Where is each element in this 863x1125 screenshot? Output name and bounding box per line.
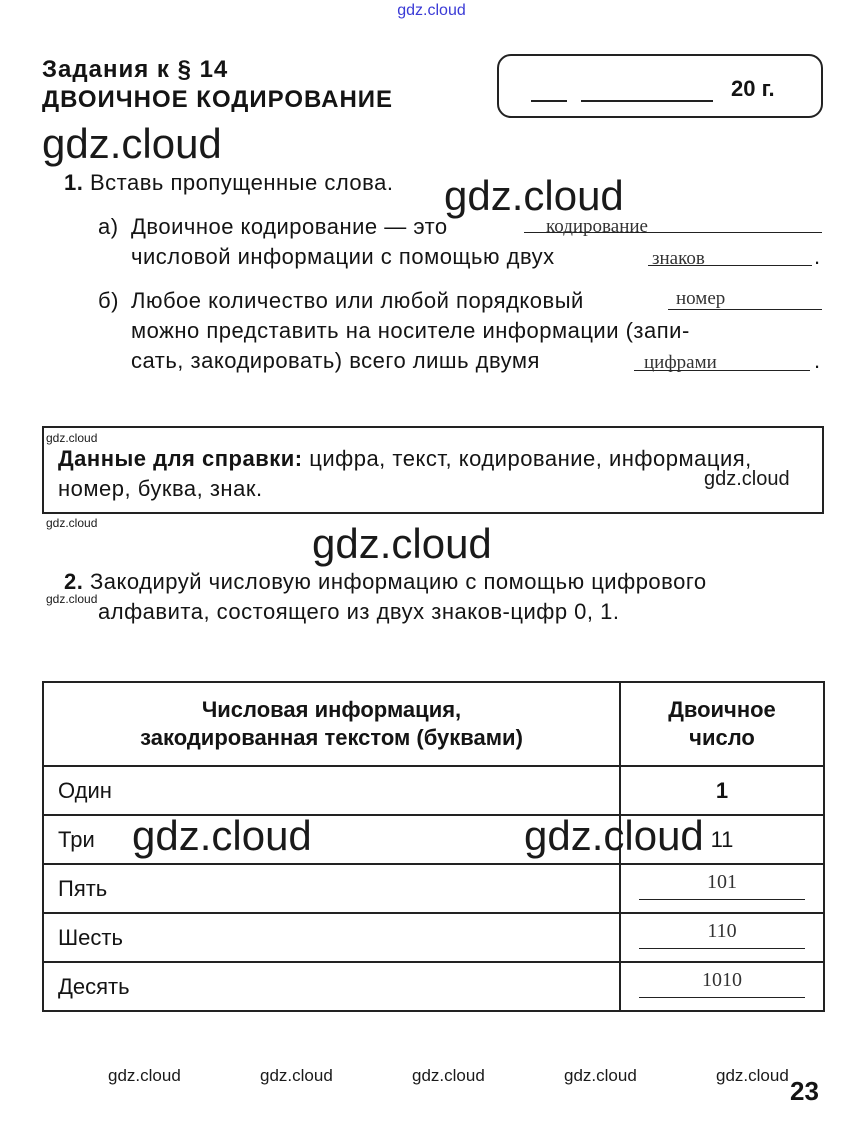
answer-line <box>639 948 805 949</box>
date-year-suffix: 20 г. <box>731 76 775 101</box>
task1a-answer2: знаков <box>652 248 705 269</box>
section-title: Задания к § 14 <box>42 56 229 83</box>
watermark-footer: gdz.cloud <box>108 1066 181 1085</box>
task1b-text3: сать, закодировать) всего лишь двумя <box>131 348 540 373</box>
task2-line1-text: Закодируй числовую информацию с помощью цифрового <box>89 569 707 594</box>
task1a-text2: числовой информации с помощью двух <box>131 244 555 269</box>
row-value-handwritten: 1010 <box>702 969 742 991</box>
watermark: gdz.cloud <box>132 812 312 859</box>
watermark-footer: gdz.cloud <box>564 1066 637 1085</box>
row-value-text: 11 <box>710 826 734 852</box>
watermark: gdz.cloud <box>704 468 790 490</box>
task1b-text1: Любое количество или любой порядковый <box>131 288 584 313</box>
task1b-end: . <box>814 348 821 373</box>
task1-prompt <box>64 170 393 196</box>
watermark: gdz.cloud <box>46 592 98 606</box>
watermark: gdz.cloud <box>46 516 98 530</box>
task1a-end: . <box>814 244 821 269</box>
watermark: gdz.cloud <box>312 520 492 567</box>
date-month-line <box>581 100 713 102</box>
table-row <box>43 962 824 1011</box>
watermark: gdz.cloud <box>444 172 624 219</box>
row-name: Пять <box>43 864 620 913</box>
row-name: Шесть <box>43 913 620 962</box>
table-row <box>43 766 824 815</box>
task1-number: 1. <box>64 170 84 195</box>
row-name: Три <box>43 815 620 864</box>
watermark: gdz.cloud <box>46 431 98 445</box>
row-name: Один <box>43 766 620 815</box>
answer-line <box>639 997 805 998</box>
header-col1-label: Числовая информация, закодированная текстом (буквами) <box>140 697 523 750</box>
reference-label: Данные для справки: <box>58 446 303 471</box>
task1a-label: а) <box>98 214 119 239</box>
date-box <box>497 54 823 118</box>
row-value <box>620 864 824 913</box>
reference-box <box>42 426 824 514</box>
row-value-handwritten: 110 <box>707 920 737 942</box>
task1-prompt-text: Вставь пропущенные слова. <box>89 170 394 195</box>
reference-words: цифра, текст, кодирование, информация, номер, буква, знак. <box>58 446 752 501</box>
table-row <box>43 913 824 962</box>
row-value-handwritten: 101 <box>707 871 737 893</box>
section-topic: ДВОИЧНОЕ КОДИРОВАНИЕ <box>42 86 394 113</box>
row-value <box>620 913 824 962</box>
watermark-top: gdz.cloud <box>397 2 466 19</box>
table-row <box>43 864 824 913</box>
task1b-answer1: номер <box>676 288 726 309</box>
row-value-text: 1 <box>715 777 729 803</box>
watermark-footer: gdz.cloud <box>412 1066 485 1085</box>
watermark: gdz.cloud <box>524 812 704 859</box>
row-name: Десять <box>43 962 620 1011</box>
task2-number: 2. <box>64 569 84 594</box>
header-col2-label: Двоичное число <box>668 697 776 750</box>
task1b-label: б) <box>98 288 119 313</box>
task1a-answer1: кодирование <box>546 216 648 237</box>
reference-text <box>58 444 818 504</box>
table-header-binary <box>620 682 824 766</box>
task1a-text1: Двоичное кодирование — это <box>131 214 448 239</box>
page-number: 23 <box>790 1076 819 1106</box>
row-value <box>620 766 824 815</box>
task1b-answer2: цифрами <box>644 352 717 373</box>
table-header-text-number <box>43 682 620 766</box>
row-value <box>620 962 824 1011</box>
watermark-footer: gdz.cloud <box>716 1066 789 1085</box>
task1b-text2: можно представить на носителе информации (запи- <box>131 318 690 343</box>
watermark: gdz.cloud <box>42 120 222 167</box>
date-day-line <box>531 100 567 102</box>
task2-line1 <box>64 569 707 595</box>
task2-line2: алфавита, состоящего из двух знаков-цифр 0, 1. <box>98 599 620 624</box>
answer-line <box>639 899 805 900</box>
watermark-footer: gdz.cloud <box>260 1066 333 1085</box>
